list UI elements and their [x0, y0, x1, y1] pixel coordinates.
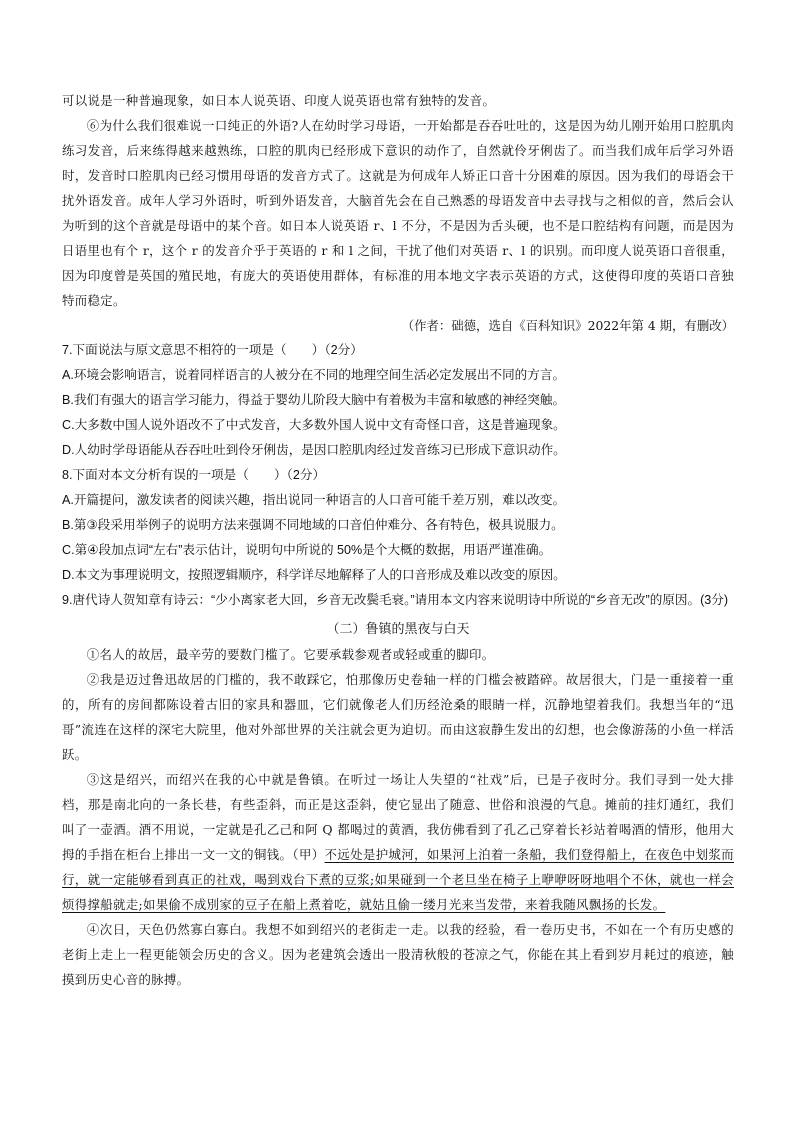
question-7-option-d: D.人幼时学母语能从吞吞吐吐到伶牙俐齿，是因口腔肌肉经过发音练习已形成下意识动作。 [62, 443, 566, 457]
passage2-paragraph-4: ④次日，天色仍然寡白寡白。我想不如到绍兴的老街走一走。以我的经验，看一卷历史书，不如在一个有历史感的老街上走上一程更能领会历史的含义。因为老建筑会透出一股清秋般的苍凉之气，你能在其上看到岁月耗过的痕迹，触摸到历史心音的脉搏。 [62, 922, 734, 987]
passage2-paragraph-3 [62, 767, 734, 917]
question-8: 8.下面对本文分析有误的一项是（ ）（2分） [62, 468, 326, 482]
exam-page [62, 88, 734, 992]
question-7: 7.下面说法与原文意思不相符的一项是（ ）（2分） [62, 343, 363, 357]
question-8-option-c: C.第④段加点词“左右”表示估计，说明句中所说的 50%是个大概的数据，用语严谨准确。 [62, 543, 552, 557]
question-8-option-a: A.开篇提问，激发读者的阅读兴趣，指出说同一种语言的人口音可能千差万别，难以改变。 [62, 493, 566, 507]
question-7-option-b: B.我们有强大的语言学习能力，得益于婴幼儿阶段大脑中有着极为丰富和敏感的神经突触。 [62, 393, 566, 407]
question-7-option-c: C.大多数中国人说外语改不了中式发音，大多数外国人说中文有奇怪口音，这是普遍现象。 [62, 418, 566, 432]
passage2-paragraph-2: ②我是迈过鲁迅故居的门槛的，我不敢踩它，怕那像历史卷轴一样的门槛会被踏碎。故居很大，门是一重接着一重的，所有的房间都陈设着古旧的家具和器皿，它们就像老人们历经沧桑的眼睛一样，沉静地望着我们。我想当年的“迅哥”流连在这样的深宅大院里，他对外部世界的关注就会更为迫切。而由这寂静生发出的幻想，也会像游荡的小鱼一样活跃。 [62, 672, 734, 762]
passage1-paragraph-6: ⑥为什么我们很难说一口纯正的外语?人在幼时学习母语，一开始都是吞吞吐吐的，这是因为幼儿刚开始用口腔肌肉练习发音，后来练得越来越熟练，口腔的肌肉已经形成下意识的动作了，自然就伶牙俐齿了。而当我们成年后学习外语时，发音时口腔肌肉已经习惯用母语的发音方式了。这就是为何成年人矫正口音十分困难的原因。因为我们的母语会干扰外语发音。成年人学习外语时，听到外语发音，大脑首先会在自己熟悉的母语发音中去寻找与之相似的音，然后会认为听到的这个音就是母语中的某个音。如日本人说英语 r、l 不分，不是因为舌头硬，也不是口腔结构有问题，而是因为日语里也有个 r，这个 r 的发音介乎于英语的 r 和 l 之间，干扰了他们对英语 r、l 的识别。而印度人说英语口音很重，因为印度曾是英国的殖民地，有庞大的英语使用群体，有标准的用本地文字表示英语的方式，这使得印度的英语口音独特而稳定。 [62, 118, 734, 308]
passage2-paragraph-1: ①名人的故居，最辛劳的要数门槛了。它要承载参观者或轻或重的脚印。 [86, 647, 495, 662]
source-citation: （作者：础德，选自《百科知识》2022年第 4 期，有删改） [401, 318, 734, 333]
question-9: 9.唐代诗人贺知章有诗云：“少小离家老大回，乡音无改鬓毛衰。”请用本文内容来说明诗中所说的“乡音无改”的原因。(3分) [62, 593, 729, 607]
passage1-paragraph-continued: 可以说是一种普遍现象，如日本人说英语、印度人说英语也常有独特的发音。 [62, 93, 496, 108]
question-8-option-d: D.本文为事理说明文，按照逻辑顺序，科学详尽地解释了人的口音形成及难以改变的原因。 [62, 568, 566, 582]
question-7-option-a: A.环境会影响语言，说着同样语言的人被分在不同的地理空间生活必定发展出不同的方言。 [62, 368, 566, 382]
paragraph-3-text: ③这是绍兴，而绍兴在我的心中就是鲁镇。在听过一场让人失望的“社戏”后，已是子夜时分。我们寻到一处大排档，那是南北向的一条长巷，有些歪斜，而正是这歪斜，使它显出了随意、世俗和浪漫的气息。摊前的挂灯通红，我们叫了一壶酒。酒不用说，一定就是孔乙己和阿 Q 都喝过的黄酒，我仿佛看到了孔乙己穿着长衫站着喝酒的情形，他用大拇的手指在柜台上排出一文一文的铜钱。（甲） [62, 772, 734, 862]
underlined-passage-jia: 不远处是护城河，如果河上泊着一条船，我们登得船上，在夜色中划浆而行，就一定能够看到真正的社戏，喝到戏台下煮的豆浆;如果碰到一个老旦坐在椅子上咿咿呀呀地唱个不休，就也一样会烦得撑船就走;如果偷不成別家的豆子在船上煮着吃，就姑且偷一缕月光来当发带，来着我随风飘扬的长发。 [62, 847, 734, 912]
passage2-title: （二）鲁镇的黑夜与白天 [326, 621, 470, 636]
question-8-option-b: B.第③段采用举例子的说明方法来强调不同地域的口音伯仲难分、各有特色，极具说服力。 [62, 518, 564, 532]
